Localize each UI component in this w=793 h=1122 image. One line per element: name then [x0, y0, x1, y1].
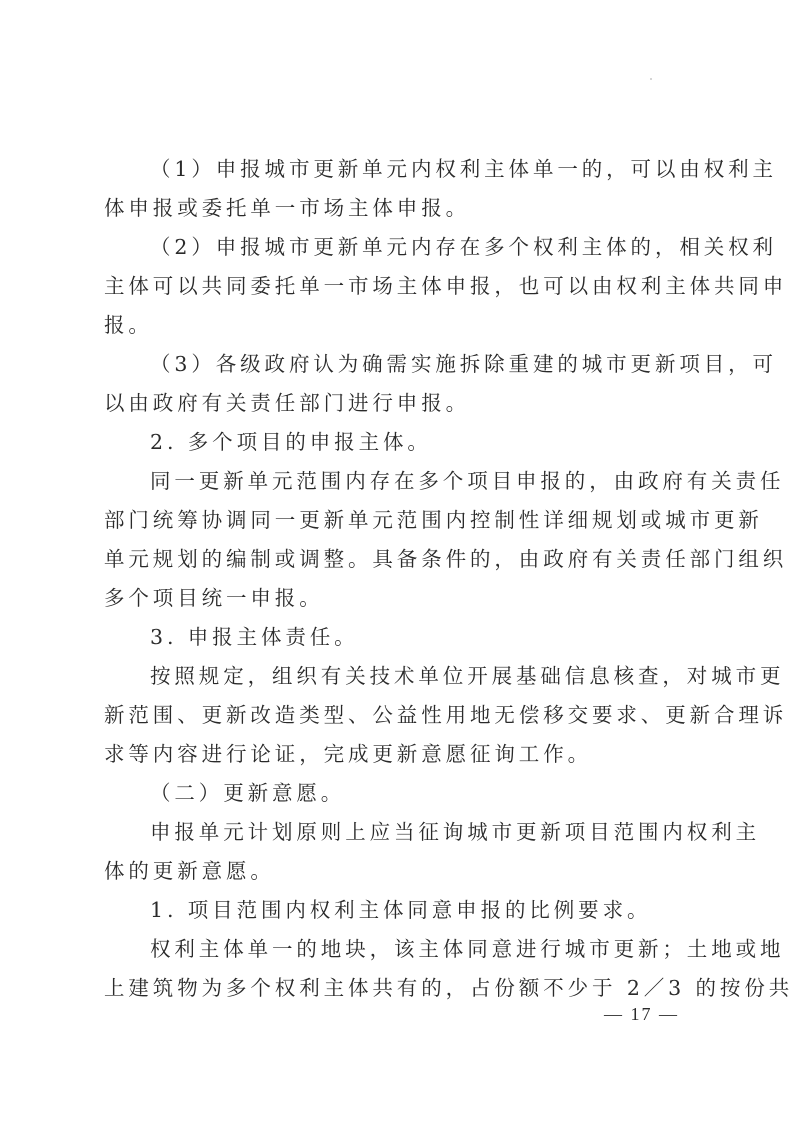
- paragraph-line: 体的更新意愿。: [104, 859, 275, 883]
- paragraph-line: 权利主体单一的地块，该主体同意进行城市更新；土地或地: [150, 937, 785, 961]
- paragraph-line: 单元规划的编制或调整。具备条件的，由政府有关责任部门组织: [104, 547, 788, 571]
- paragraph-line: 报。: [104, 313, 153, 337]
- section-heading: 1. 项目范围内权利主体同意申报的比例要求。: [150, 898, 652, 922]
- paragraph-line: 求等内容进行论证，完成更新意愿征询工作。: [104, 742, 592, 766]
- paragraph-line: 部门统筹协调同一更新单元范围内控制性详细规划或城市更新: [104, 508, 763, 532]
- section-heading: 3. 申报主体责任。: [150, 625, 359, 649]
- paragraph-line: 多个项目统一申报。: [104, 586, 324, 610]
- paragraph-line: 体申报或委托单一市场主体申报。: [104, 196, 470, 220]
- paragraph-line: 申报单元计划原则上应当征询城市更新项目范围内权利主: [150, 820, 760, 844]
- paragraph-line: 新范围、更新改造类型、公益性用地无偿移交要求、更新合理诉: [104, 703, 788, 727]
- document-body: [104, 150, 793, 1008]
- section-heading: （二）更新意愿。: [150, 781, 346, 805]
- paragraph-line: 同一更新单元范围内存在多个项目申报的，由政府有关责任: [150, 469, 785, 493]
- paragraph-line: 上建筑物为多个权利主体共有的，占份额不少于 2／3 的按份共: [104, 976, 793, 1000]
- paragraph-line: （3）各级政府认为确需实施拆除重建的城市更新项目，可: [150, 352, 777, 376]
- paragraph-line: （1）申报城市更新单元内权利主体单一的，可以由权利主: [150, 157, 777, 181]
- paragraph-line: 按照规定，组织有关技术单位开展基础信息核查，对城市更: [150, 664, 785, 688]
- section-heading: 2. 多个项目的申报主体。: [150, 430, 432, 454]
- paragraph-line: （2）申报城市更新单元内存在多个权利主体的，相关权利: [150, 235, 777, 259]
- page-number: — 17 —: [604, 1004, 679, 1024]
- scan-speck: [650, 78, 652, 80]
- paragraph-line: 主体可以共同委托单一市场主体申报，也可以由权利主体共同申: [104, 274, 788, 298]
- paragraph-line: 以由政府有关责任部门进行申报。: [104, 391, 470, 415]
